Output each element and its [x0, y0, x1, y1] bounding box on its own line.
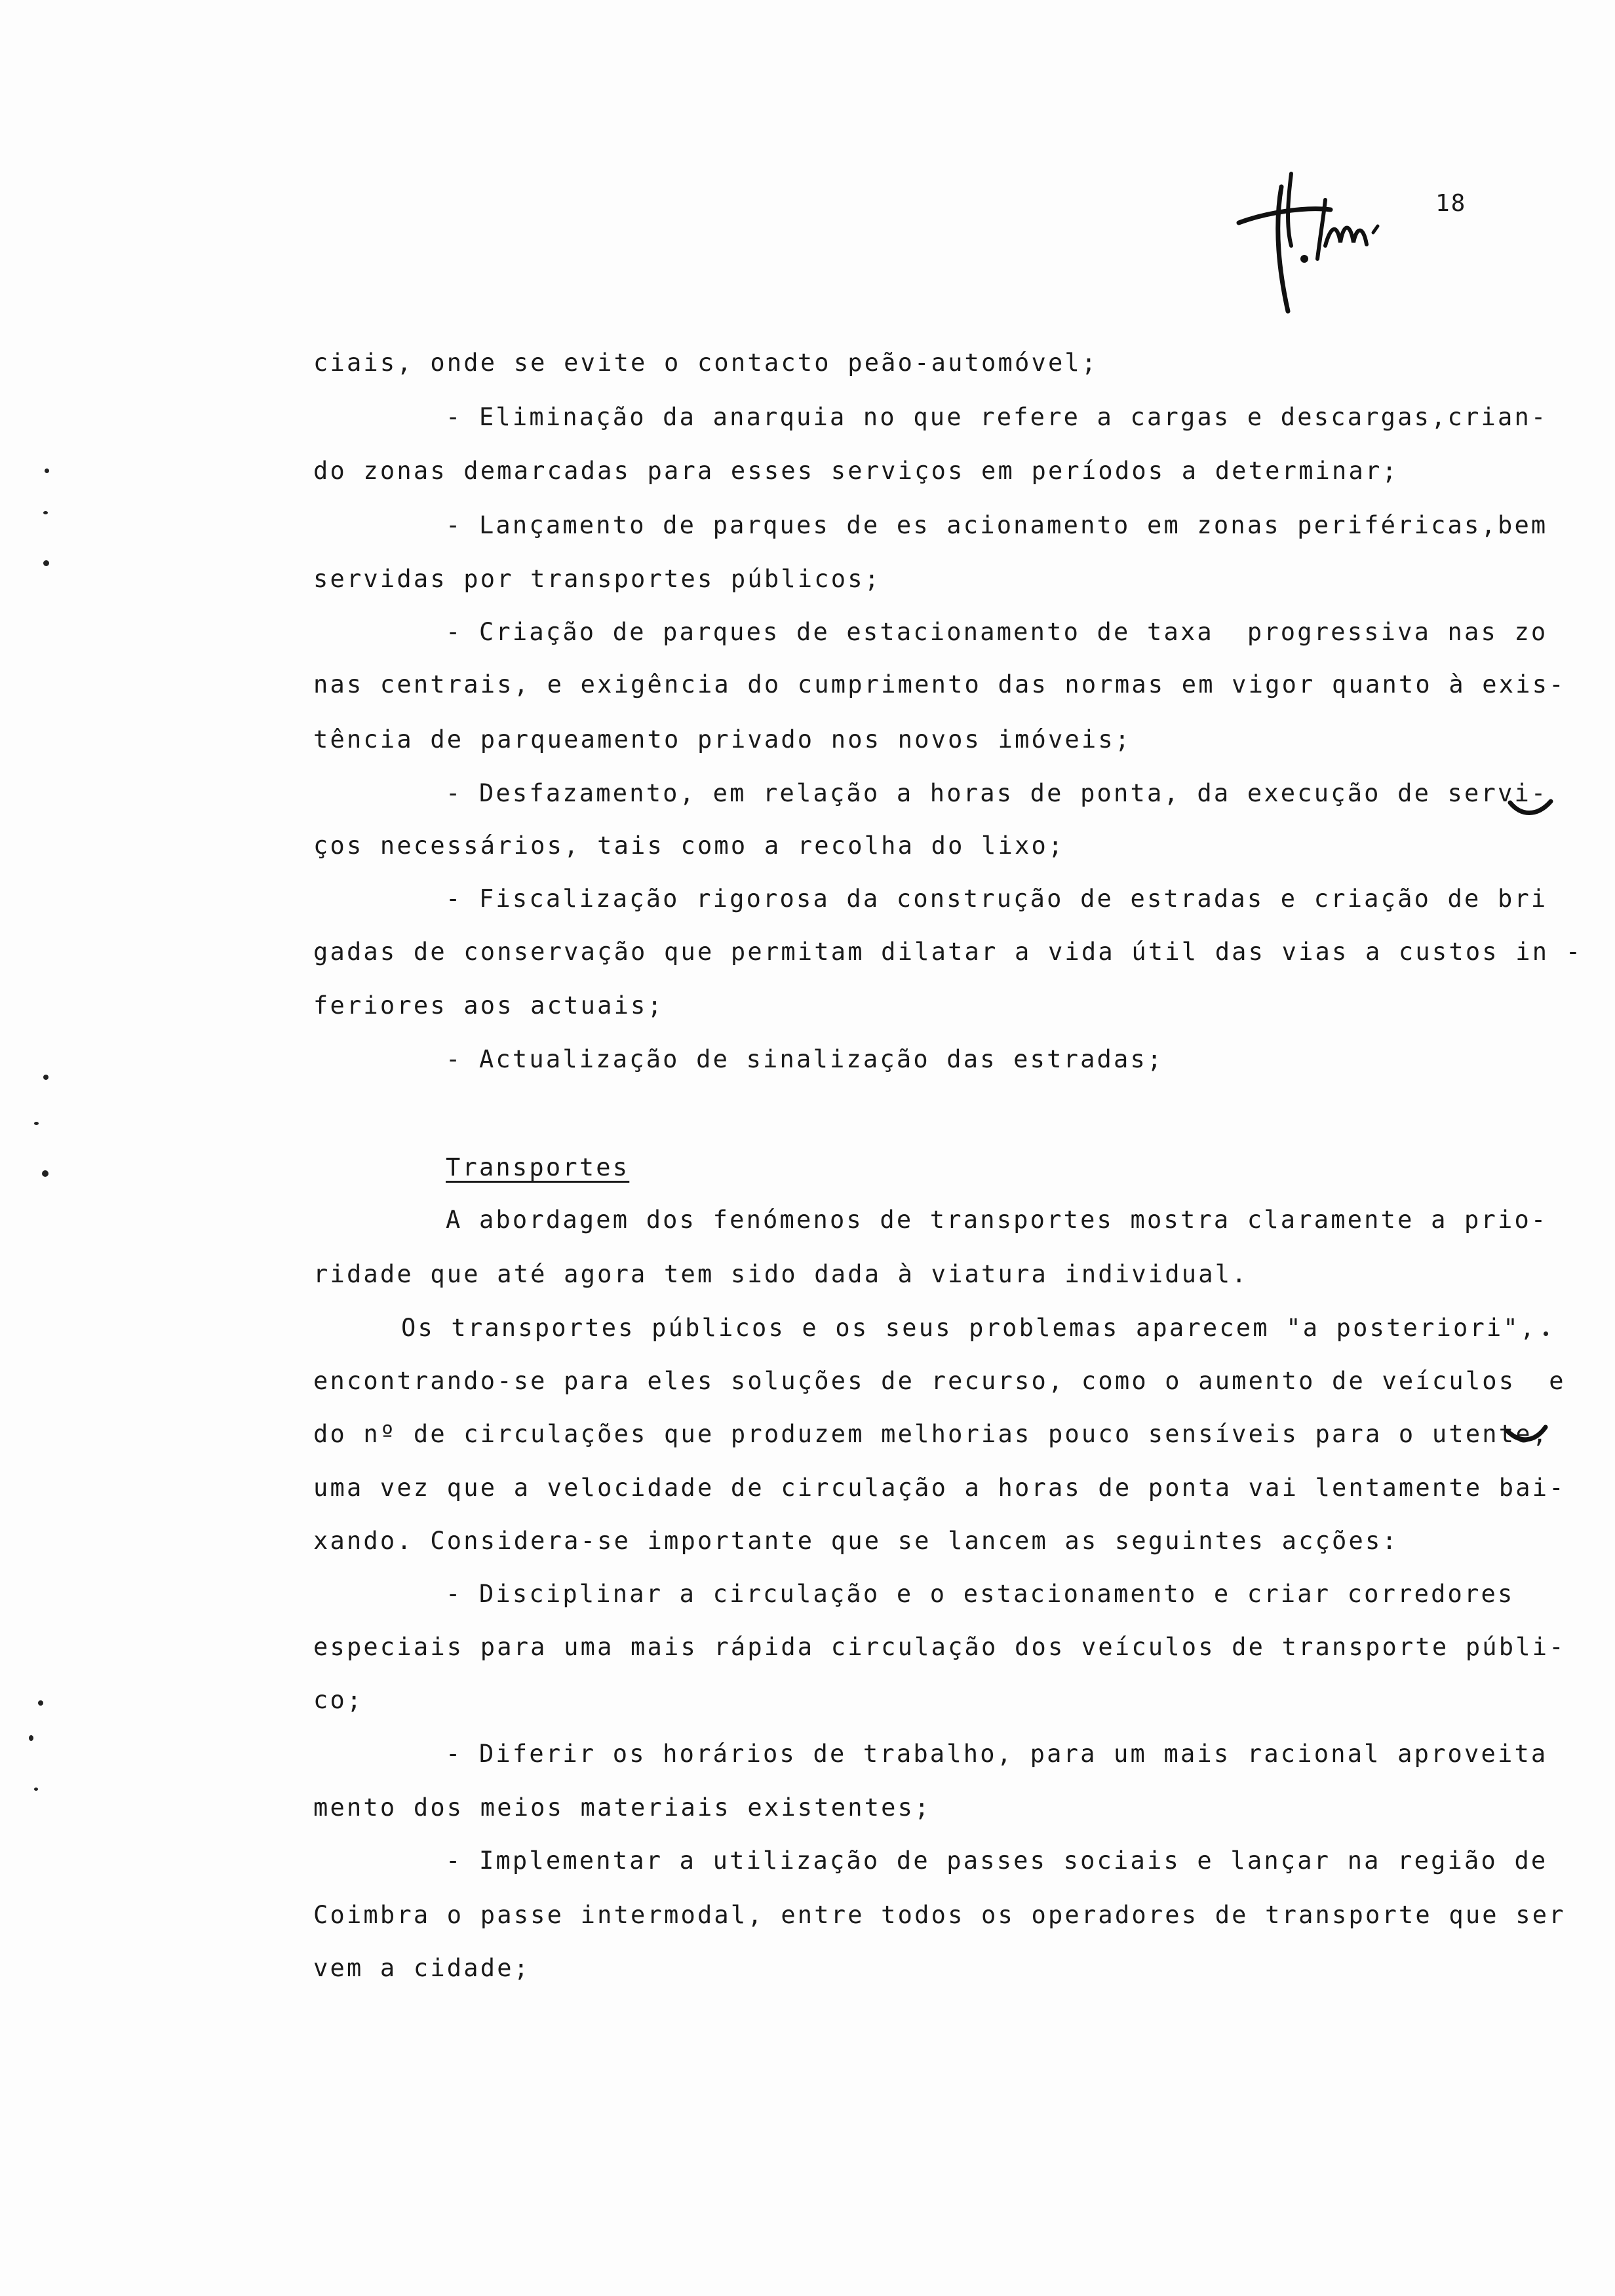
scan-speck — [1544, 1331, 1548, 1336]
text-line: - Actualização de sinalização das estradas; — [446, 1045, 1164, 1073]
scan-speck — [34, 1122, 39, 1125]
text-line: Coimbra o passe intermodal, entre todos os operadores de transporte que ser — [313, 1901, 1566, 1929]
text-line: uma vez que a velocidade de circulação a horas de ponta vai lentamente bai- — [313, 1474, 1566, 1502]
text-line: ços necessários, tais como a recolha do lixo; — [313, 832, 1065, 860]
text-line: servidas por transportes públicos; — [313, 565, 882, 593]
text-line: xando. Considera-se importante que se lancem as seguintes acções: — [313, 1527, 1399, 1555]
section-heading: Transportes — [446, 1153, 630, 1181]
text-line: - Lançamento de parques de es acionamento em zonas periféricas,bem — [446, 511, 1548, 539]
scan-speck — [38, 1700, 43, 1706]
margin-mark — [1508, 796, 1553, 822]
scan-speck — [29, 1735, 33, 1741]
text-line: - Implementar a utilização de passes sociais e lançar na região de — [446, 1846, 1548, 1875]
scan-speck — [42, 1170, 49, 1177]
scan-speck — [45, 469, 49, 473]
text-line: tência de parqueamento privado nos novos imóveis; — [313, 725, 1132, 754]
page-number: 18 — [1435, 190, 1467, 217]
text-line: mento dos meios materiais existentes; — [313, 1793, 931, 1822]
text-line: especiais para uma mais rápida circulação dos veículos de transporte públi- — [313, 1633, 1566, 1661]
text-line: co; — [313, 1686, 364, 1714]
text-line: vem a cidade; — [313, 1954, 531, 1982]
scan-speck — [43, 1075, 49, 1080]
text-line: ciais, onde se evite o contacto peão-automóvel; — [313, 349, 1099, 377]
text-line: - Disciplinar a circulação e o estacionamento e criar corredores — [446, 1580, 1515, 1608]
scan-speck — [34, 1788, 38, 1791]
handwritten-signature — [1226, 161, 1422, 337]
text-line: do nº de circulações que produzem melhorias pouco sensíveis para o utente, — [313, 1420, 1549, 1448]
text-line: feriores aos actuais; — [313, 991, 664, 1020]
text-line: do zonas demarcadas para esses serviços em períodos a determinar; — [313, 457, 1399, 485]
text-line: - Desfazamento, em relação a horas de ponta, da execução de servi- — [446, 779, 1548, 807]
text-line: Os transportes públicos e os seus problemas aparecem "a posteriori", — [401, 1314, 1537, 1342]
text-line: - Fiscalização rigorosa da construção de estradas e criação de bri — [446, 885, 1548, 913]
scan-speck — [43, 560, 49, 566]
margin-mark — [1505, 1423, 1551, 1449]
text-line: - Eliminação da anarquia no que refere a cargas e descargas,crian- — [446, 403, 1548, 431]
text-line: - Criação de parques de estacionamento de taxa progressiva nas zo — [446, 618, 1548, 646]
text-line: nas centrais, e exigência do cumprimento das normas em vigor quanto à exis- — [313, 670, 1566, 698]
text-line: gadas de conservação que permitam dilatar a vida útil das vias a custos in - — [313, 938, 1583, 966]
text-line: A abordagem dos fenómenos de transportes mostra claramente a prio- — [446, 1206, 1548, 1234]
text-line: ridade que até agora tem sido dada à viatura individual. — [313, 1260, 1249, 1288]
scan-speck — [43, 511, 48, 514]
text-line: encontrando-se para eles soluções de recurso, como o aumento de veículos e — [313, 1367, 1566, 1395]
text-line: - Diferir os horários de trabalho, para um mais racional aproveita — [446, 1740, 1548, 1768]
